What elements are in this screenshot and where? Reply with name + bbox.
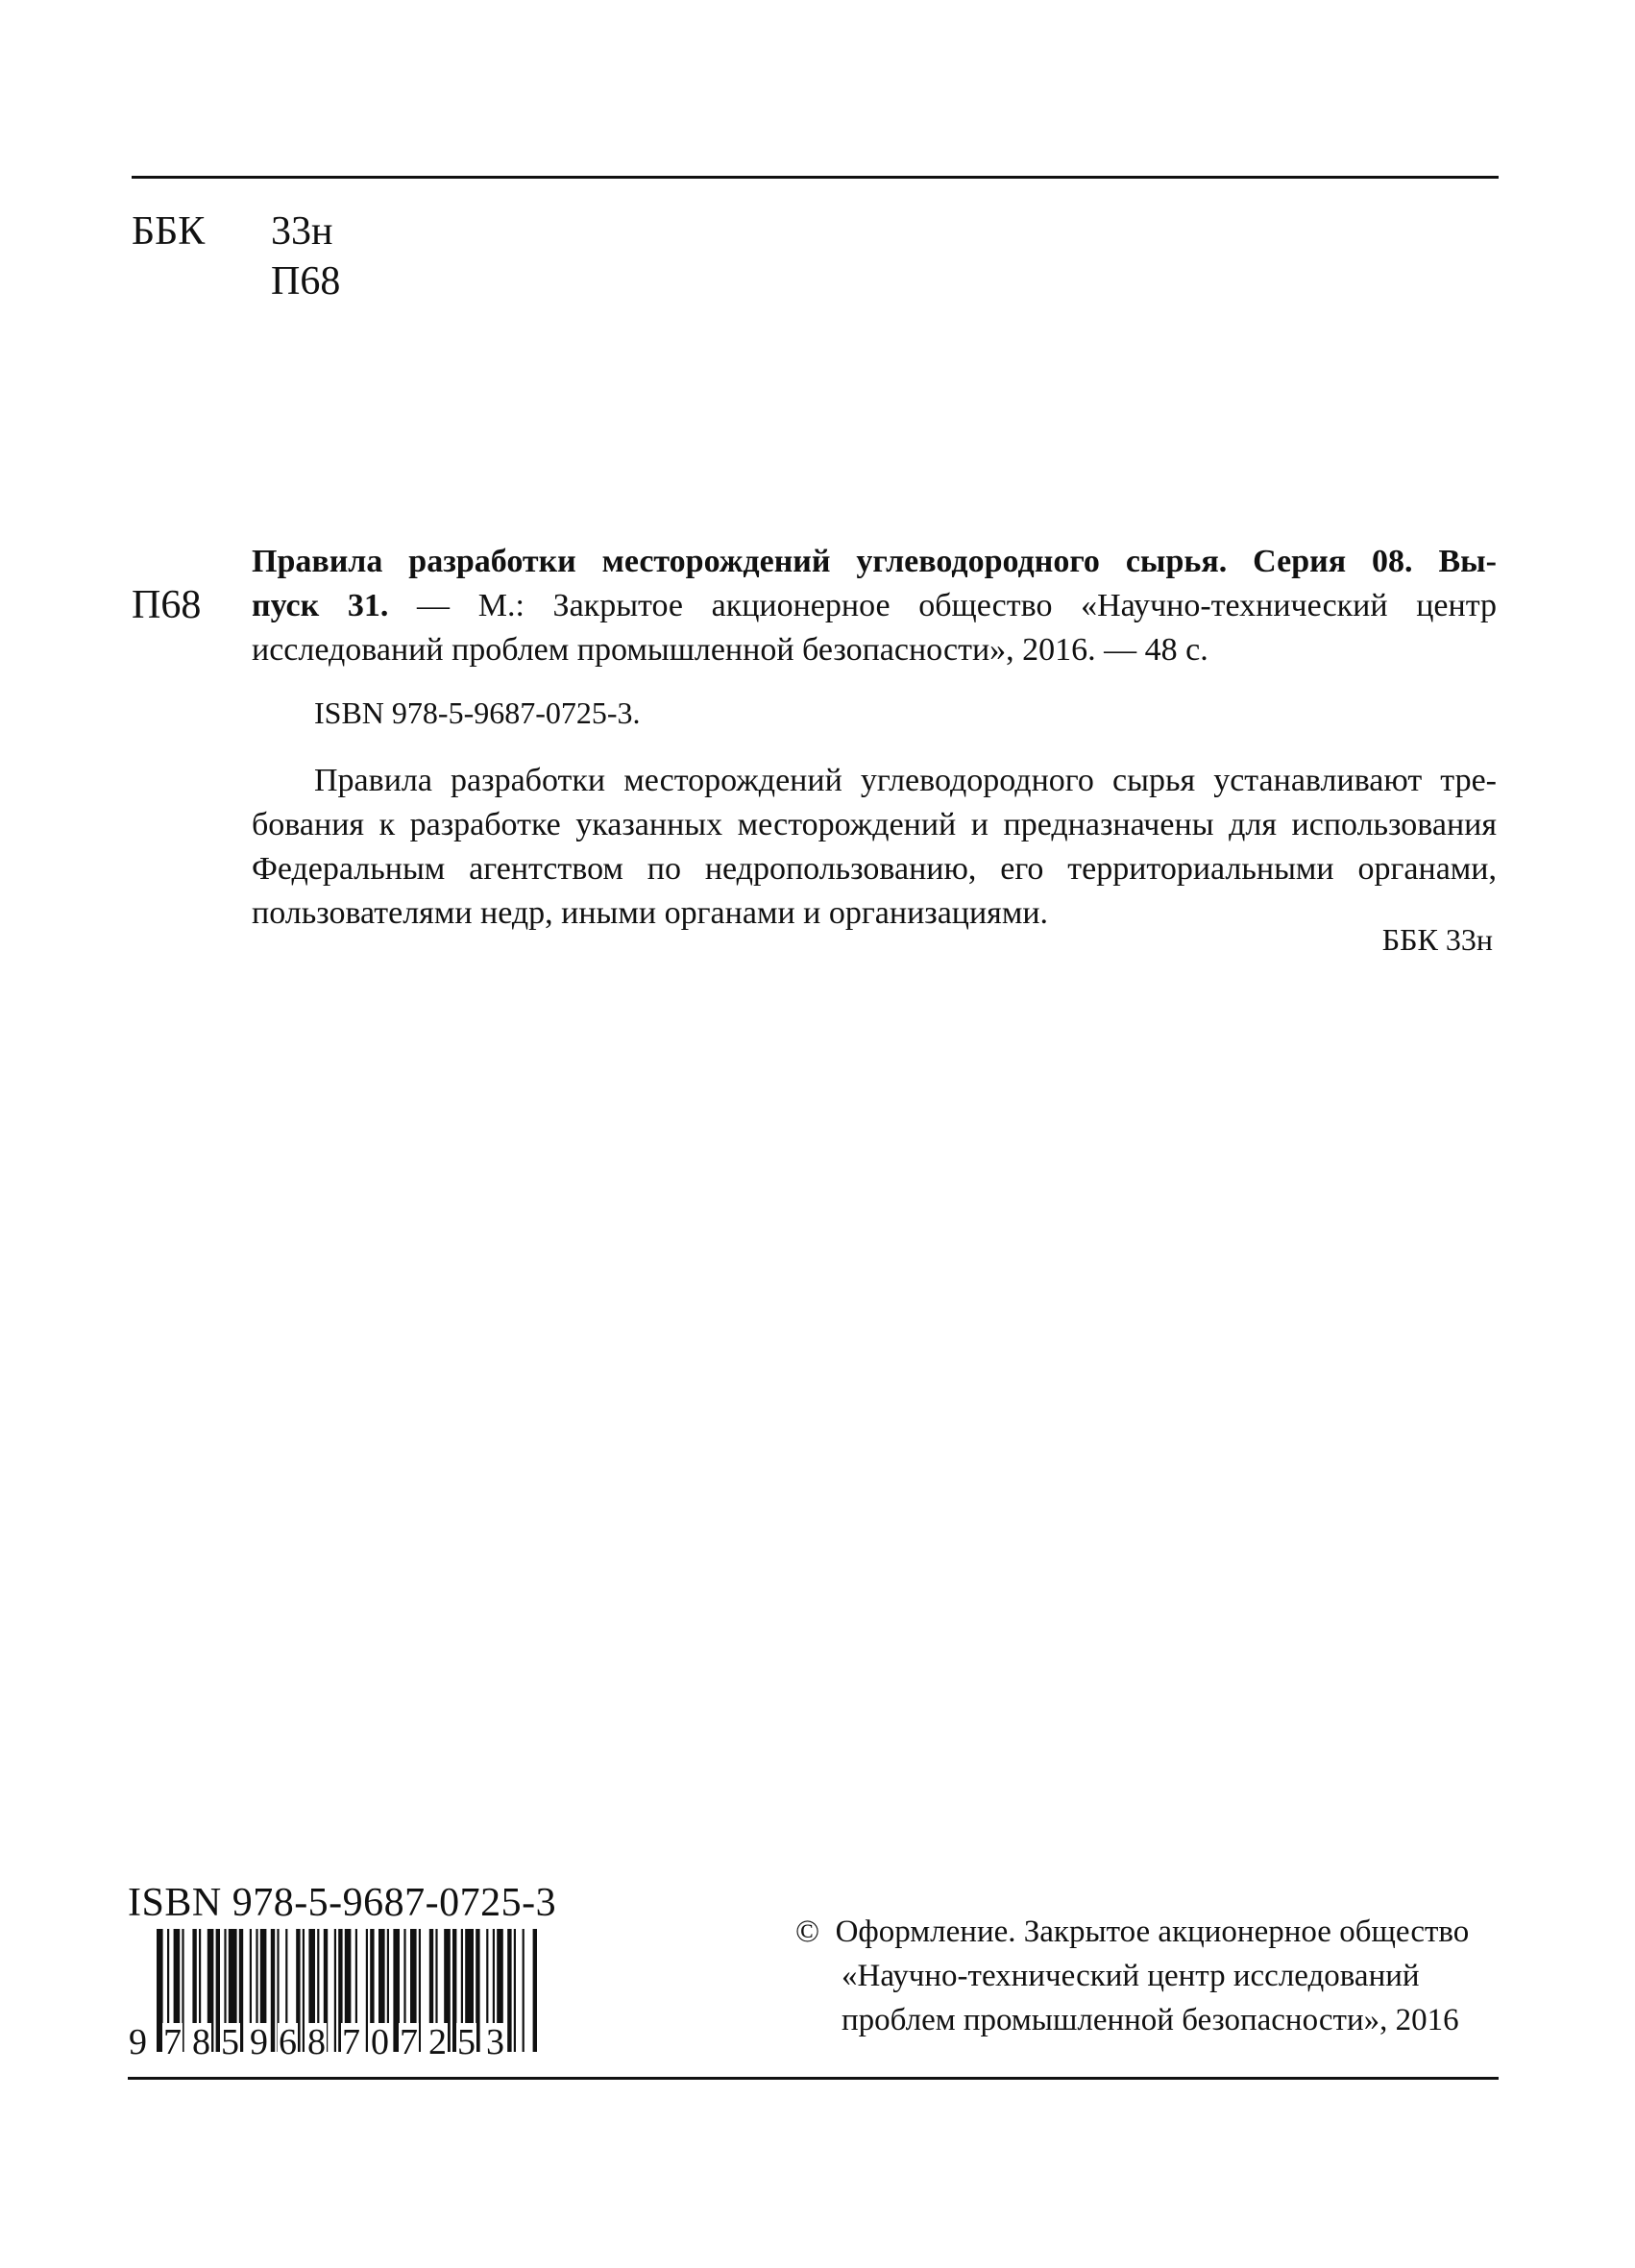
barcode-digit: 6 <box>279 2022 297 2062</box>
bibliographic-citation <box>252 540 1497 672</box>
isbn-line: ISBN 978-5-9687-0725-3. <box>314 695 641 730</box>
annotation-line: пользователями недр, иными органами и организациями. <box>252 895 1049 931</box>
citation-publisher: — М.: Закрытое акционерное общество «Научно-технический центр <box>388 588 1497 623</box>
copyright-line: проблем промышленной безопасности», 2016 <box>842 2003 1459 2037</box>
bbk-codes <box>271 207 340 306</box>
top-rule <box>132 176 1499 179</box>
copyright-line: «Научно-технический центр исследований <box>842 1959 1420 1993</box>
barcode-digit: 8 <box>192 2022 210 2062</box>
barcode-digit: 9 <box>250 2022 268 2062</box>
margin-author-mark: П68 <box>132 583 202 627</box>
barcode-digit: 3 <box>486 2022 504 2062</box>
barcode-digits <box>128 2023 541 2063</box>
barcode-block <box>128 1881 557 2063</box>
barcode-digit: 0 <box>371 2022 389 2062</box>
bottom-rule <box>128 2077 1499 2080</box>
citation-title: Правила разработки месторождений углеводородного сырья. Серия 08. Вы- <box>252 544 1497 579</box>
annotation-line: бования к разработке указанных месторождений и предназначены для использования <box>252 807 1497 842</box>
citation-line <box>252 540 1497 584</box>
copyright-notice <box>795 1910 1497 2042</box>
author-mark: П68 <box>271 259 341 304</box>
barcode-isbn: ISBN 978-5-9687-0725-3 <box>128 1881 557 1925</box>
citation-issue: пуск 31. <box>252 588 389 623</box>
barcode-digit: 9 <box>129 2022 147 2062</box>
annotation-line: Федеральным агентством по недропользованию, его территориальными органами, <box>252 851 1497 887</box>
copyright-line <box>795 1910 1497 1954</box>
citation-line: исследований проблем промышленной безопасности», 2016. — 48 с. <box>252 632 1208 668</box>
barcode-digit: 7 <box>400 2022 418 2062</box>
barcode-digit: 5 <box>457 2022 476 2062</box>
barcode-digit: 7 <box>342 2022 360 2062</box>
annotation-line: Правила разработки месторождений углеводородного сырья устанавливают тре- <box>314 763 1497 798</box>
barcode <box>128 1929 541 2063</box>
annotation <box>252 759 1497 936</box>
barcode-digit: 2 <box>428 2022 447 2062</box>
bbk-label: ББК <box>132 209 206 254</box>
bbk-index: ББК 33н <box>1381 922 1493 957</box>
barcode-digit: 8 <box>307 2022 326 2062</box>
copyright-symbol: © <box>795 1914 820 1949</box>
copyright-text: Оформление. Закрытое акционерное общество <box>835 1914 1470 1949</box>
barcode-digit: 5 <box>221 2022 239 2062</box>
bbk-code: 33н <box>271 209 333 254</box>
citation-line <box>252 584 1497 628</box>
barcode-digit: 7 <box>163 2022 182 2062</box>
